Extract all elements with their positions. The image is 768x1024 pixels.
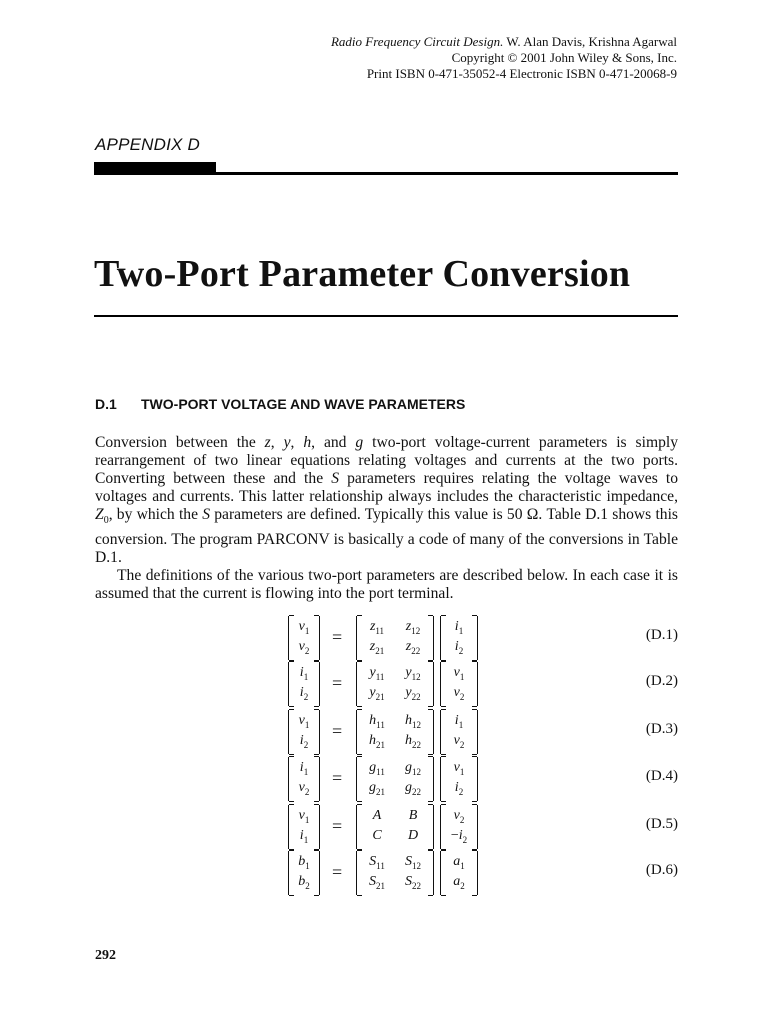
lhs-vector [288, 710, 320, 754]
matrix-entry: $v_2$ [298, 780, 310, 797]
matrix-entry: $v_2$ [298, 639, 310, 656]
parameter-matrix [356, 616, 434, 660]
matrix-entry: $v_1$ [453, 760, 465, 777]
matrix-entry: $y_{21}$ [369, 685, 385, 702]
matrix-entry: $b_1$ [298, 854, 310, 871]
rhs-vector [440, 616, 478, 660]
matrix-entry: $g_{21}$ [369, 780, 385, 797]
equals-sign: = [332, 673, 343, 693]
equation [288, 851, 678, 897]
body-text [95, 434, 678, 603]
matrix-entry: $g_{11}$ [369, 760, 385, 777]
matrix-entry: $v_2$ [453, 685, 465, 702]
equation [288, 616, 678, 662]
equation-number: (D.5) [645, 816, 678, 832]
parameter-matrix [356, 805, 434, 849]
matrix-entry: $-i_2$ [450, 828, 468, 845]
equation-number: (D.2) [645, 673, 678, 689]
equation [288, 805, 678, 851]
lhs-vector [288, 805, 320, 849]
equation-number: (D.4) [645, 768, 678, 784]
matrix-entry: $v_1$ [298, 808, 310, 825]
matrix-entry: $i_1$ [454, 619, 464, 636]
equation [288, 662, 678, 708]
matrix-entry: $y_{22}$ [405, 685, 421, 702]
matrix-entry: $S_{22}$ [405, 874, 421, 891]
equation-number: (D.6) [645, 862, 678, 878]
equals-sign: = [332, 816, 343, 836]
isbn-line: Print ISBN 0-471-35052-4 Electronic ISBN 0-471-20068-9 [366, 66, 677, 81]
matrix-entry: $a_2$ [453, 874, 465, 891]
matrix-entry: $S_{21}$ [369, 874, 385, 891]
rhs-vector [440, 851, 478, 895]
matrix-entry: $y_{12}$ [405, 665, 421, 682]
header-line-1 [331, 34, 677, 50]
matrix-entry: $i_2$ [454, 780, 464, 797]
equation-number: (D.3) [645, 721, 678, 737]
matrix-entry: $v_1$ [298, 619, 310, 636]
equation [288, 710, 678, 756]
matrix-entry: $z_{21}$ [369, 639, 385, 656]
copyright-line: Copyright © 2001 John Wiley & Sons, Inc. [451, 50, 677, 65]
parameter-matrix [356, 710, 434, 754]
matrix-entry: $v_2$ [453, 733, 465, 750]
parameter-matrix [356, 757, 434, 801]
equation-number: (D.1) [645, 627, 678, 643]
rhs-vector [440, 805, 478, 849]
equation [288, 757, 678, 803]
paragraph: Conversion between the z, y, h, and g two-port voltage-current parameters is simply rearrangement of two linear equations relating voltages and currents at the two ports. Converting between these and the S parameters requires relating the voltage waves to voltages and currents. This latter relationship always includes the characteristic impedance, $Z_0$, by which the S parameters are defined. Typically this value is 50 Ω. Table D.1 shows this conversion. The program PARCONV is basically a code of many of the conversions in Table D.1. [95, 434, 678, 566]
lhs-vector [288, 757, 320, 801]
matrix-entry: B [408, 808, 418, 823]
rhs-vector [440, 757, 478, 801]
chapter-title: Two-Port Parameter Conversion [94, 253, 631, 295]
matrix-entry: $y_{11}$ [369, 665, 385, 682]
matrix-entry: $S_{11}$ [369, 854, 385, 871]
lhs-vector [288, 662, 320, 706]
matrix-entry: $S_{12}$ [405, 854, 421, 871]
matrix-entry: $i_2$ [299, 733, 309, 750]
section-heading [95, 396, 465, 412]
matrix-entry: $z_{11}$ [369, 619, 385, 636]
matrix-entry: D [407, 828, 419, 843]
matrix-entry: $z_{22}$ [405, 639, 421, 656]
matrix-entry: $i_1$ [299, 665, 309, 682]
section-number: D.1 [95, 396, 117, 412]
matrix-entry: $b_2$ [298, 874, 310, 891]
parameter-matrix [356, 851, 434, 895]
matrix-entry: $z_{12}$ [405, 619, 421, 636]
matrix-entry: $i_2$ [299, 685, 309, 702]
matrix-entry: $i_1$ [299, 760, 309, 777]
parameter-matrix [356, 662, 434, 706]
matrix-entry: $h_{11}$ [369, 713, 385, 730]
matrix-entry: $v_1$ [453, 665, 465, 682]
section-title: TWO-PORT VOLTAGE AND WAVE PARAMETERS [141, 396, 466, 412]
lhs-vector [288, 616, 320, 660]
matrix-entry: $i_2$ [454, 639, 464, 656]
matrix-entry: $i_1$ [454, 713, 464, 730]
matrix-entry: $g_{12}$ [405, 760, 421, 777]
page-number: 292 [95, 948, 116, 963]
matrix-entry: $g_{22}$ [405, 780, 421, 797]
running-header [331, 34, 677, 82]
matrix-entry: $v_1$ [298, 713, 310, 730]
equals-sign: = [332, 862, 343, 882]
book-authors: W. Alan Davis, Krishna Agarwal [503, 34, 677, 49]
book-title: Radio Frequency Circuit Design. [330, 34, 504, 49]
equals-sign: = [332, 627, 343, 647]
matrix-entry: $h_{22}$ [405, 733, 421, 750]
appendix-label: APPENDIX D [95, 135, 200, 154]
equals-sign: = [332, 721, 343, 741]
paragraph: The definitions of the various two-port parameters are described below. In each case it is assumed that the current is flowing into the port terminal. [95, 566, 678, 602]
matrix-entry: A [372, 808, 382, 823]
title-rule [94, 315, 678, 317]
lhs-vector [288, 851, 320, 895]
heading-rule [94, 172, 678, 175]
rhs-vector [440, 662, 478, 706]
rhs-vector [440, 710, 478, 754]
matrix-entry: $a_1$ [453, 854, 465, 871]
matrix-entry: $h_{12}$ [405, 713, 421, 730]
matrix-entry: $i_1$ [299, 828, 309, 845]
matrix-entry: $v_2$ [453, 808, 465, 825]
equals-sign: = [332, 768, 343, 788]
matrix-entry: C [372, 828, 382, 843]
matrix-entry: $h_{21}$ [369, 733, 385, 750]
